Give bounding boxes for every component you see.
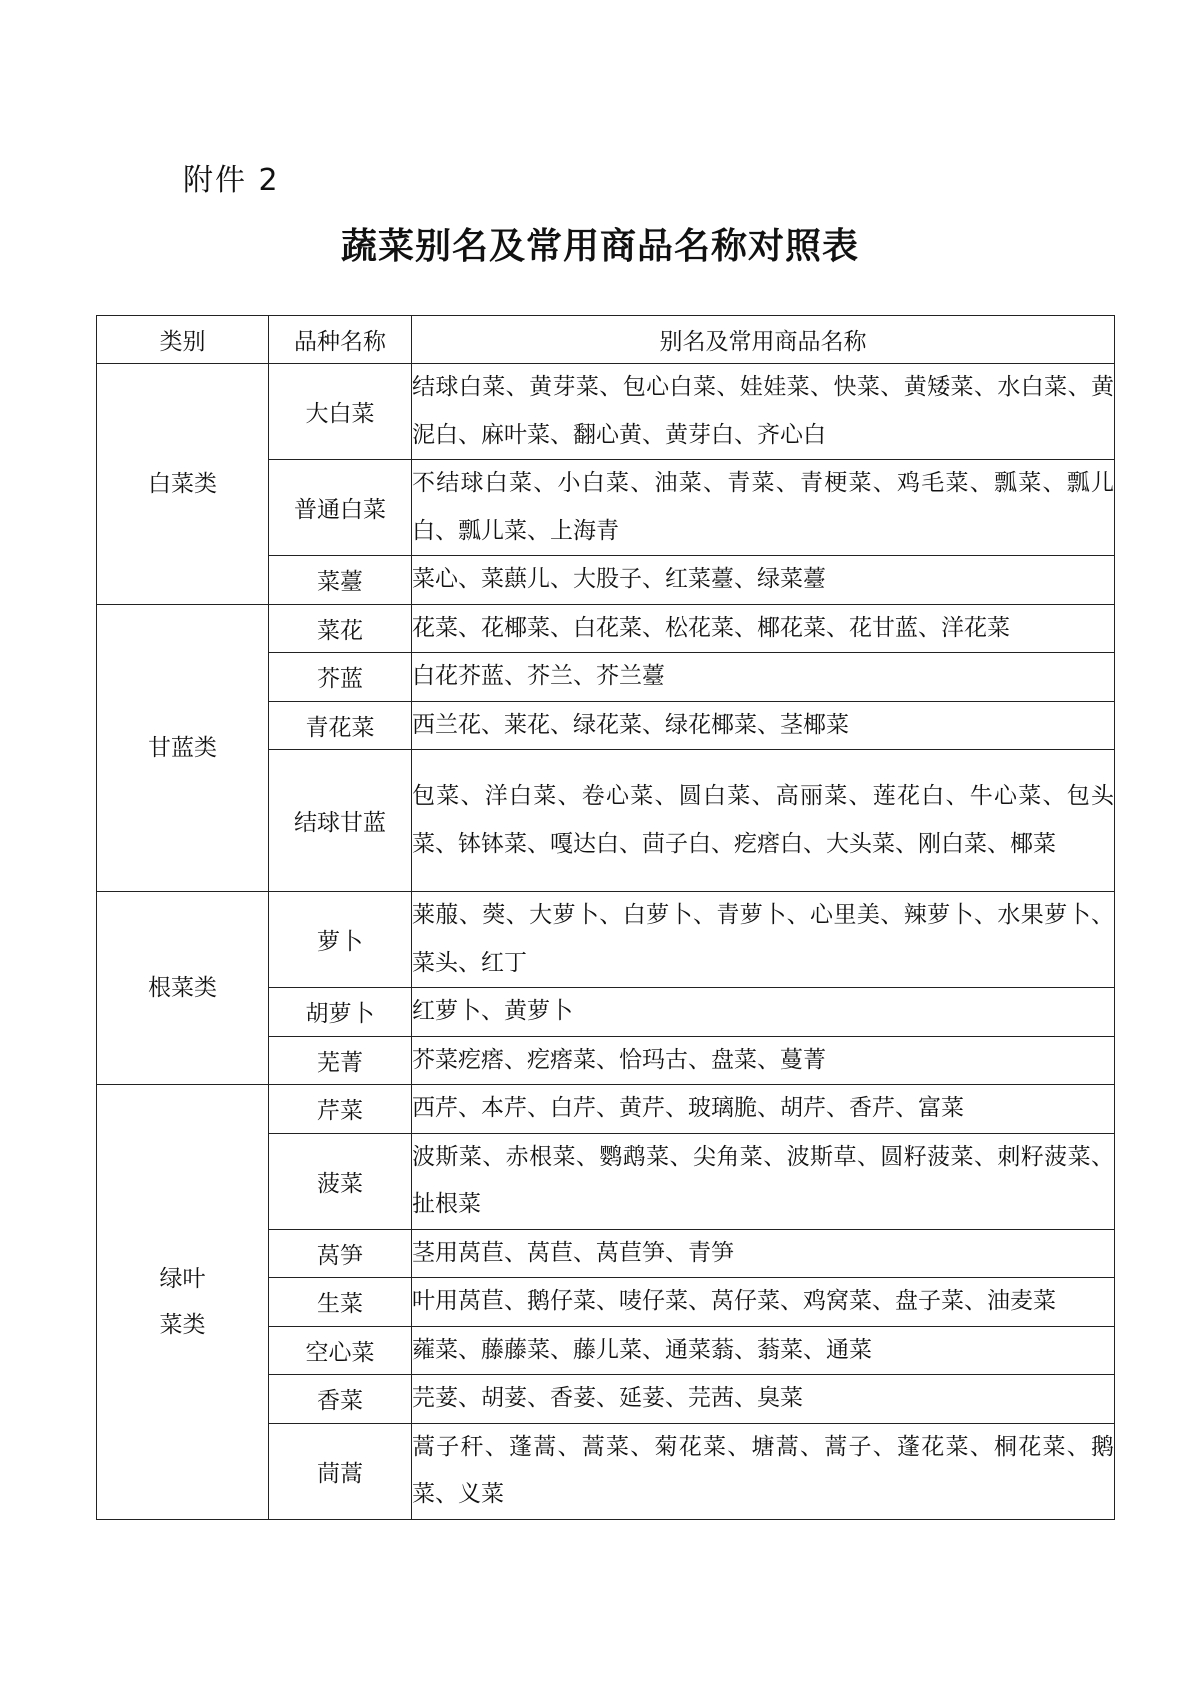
aliases-cell: 红萝卜、黄萝卜: [412, 988, 1115, 1037]
header-category: 类别: [97, 316, 269, 364]
variety-cell: 芹菜: [269, 1085, 412, 1134]
attachment-label: 附件 2: [183, 163, 280, 198]
variety-cell: 茼蒿: [269, 1423, 412, 1519]
table-row: [97, 892, 1115, 988]
variety-cell: 莴笋: [269, 1229, 412, 1278]
category-line: 菜类: [159, 1311, 206, 1338]
variety-cell: 菠菜: [269, 1133, 412, 1229]
page-title: 蔬菜别名及常用商品名称对照表: [340, 226, 859, 267]
variety-cell: 结球甘蓝: [269, 750, 412, 892]
aliases-cell: 西兰花、莱花、绿花菜、绿花椰菜、茎椰菜: [412, 701, 1115, 750]
variety-cell: 芜菁: [269, 1036, 412, 1085]
aliases-cell: 白花芥蓝、芥兰、芥兰薹: [412, 653, 1115, 702]
category-cell: 甘蓝类: [97, 604, 269, 892]
aliases-cell: 茎用莴苣、莴苣、莴苣笋、青笋: [412, 1229, 1115, 1278]
header-variety: 品种名称: [269, 316, 412, 364]
aliases-cell: 波斯菜、赤根菜、鹦鹉菜、尖角菜、波斯草、圆籽菠菜、刺籽菠菜、扯根菜: [412, 1133, 1115, 1229]
variety-cell: 芥蓝: [269, 653, 412, 702]
category-cell: 根菜类: [97, 892, 269, 1085]
header-aliases: 别名及常用商品名称: [412, 316, 1115, 364]
aliases-cell: 西芹、本芹、白芹、黄芹、玻璃脆、胡芹、香芹、富菜: [412, 1085, 1115, 1134]
vegetable-alias-table: [96, 315, 1115, 1520]
variety-cell: 普通白菜: [269, 460, 412, 556]
table-row: [97, 1085, 1115, 1134]
table-row: [97, 604, 1115, 653]
aliases-cell: 菜心、菜蕻儿、大股子、红菜薹、绿菜薹: [412, 556, 1115, 605]
variety-cell: 菜花: [269, 604, 412, 653]
variety-cell: 香菜: [269, 1375, 412, 1424]
aliases-cell: 蒿子秆、蓬蒿、蒿菜、菊花菜、塘蒿、蒿子、蓬花菜、桐花菜、鹅菜、义菜: [412, 1423, 1115, 1519]
aliases-cell: 包菜、洋白菜、卷心菜、圆白菜、高丽菜、莲花白、牛心菜、包头菜、钵钵菜、嘎达白、茴子白、疙瘩白、大头菜、刚白菜、椰菜: [412, 750, 1115, 892]
variety-cell: 生菜: [269, 1278, 412, 1327]
variety-cell: 菜薹: [269, 556, 412, 605]
aliases-cell: 结球白菜、黄芽菜、包心白菜、娃娃菜、快菜、黄矮菜、水白菜、黄泥白、麻叶菜、翻心黄、黄芽白、齐心白: [412, 364, 1115, 460]
aliases-cell: 叶用莴苣、鹅仔菜、唛仔菜、莴仔菜、鸡窝菜、盘子菜、油麦菜: [412, 1278, 1115, 1327]
variety-cell: 大白菜: [269, 364, 412, 460]
aliases-cell: 莱菔、葖、大萝卜、白萝卜、青萝卜、心里美、辣萝卜、水果萝卜、菜头、红丁: [412, 892, 1115, 988]
aliases-cell: 蕹菜、藤藤菜、藤儿菜、通菜蓊、蓊菜、通菜: [412, 1326, 1115, 1375]
aliases-cell: 不结球白菜、小白菜、油菜、青菜、青梗菜、鸡毛菜、瓢菜、瓢儿白、瓢儿菜、上海青: [412, 460, 1115, 556]
aliases-cell: 芫荽、胡荽、香荽、延荽、芫茜、臭菜: [412, 1375, 1115, 1424]
table-row: [97, 364, 1115, 460]
variety-cell: 萝卜: [269, 892, 412, 988]
variety-cell: 空心菜: [269, 1326, 412, 1375]
aliases-cell: 花菜、花椰菜、白花菜、松花菜、椰花菜、花甘蓝、洋花菜: [412, 604, 1115, 653]
variety-cell: 青花菜: [269, 701, 412, 750]
category-line: 绿叶: [159, 1265, 206, 1292]
category-cell: 白菜类: [97, 364, 269, 605]
category-cell: [97, 1085, 269, 1520]
aliases-cell: 芥菜疙瘩、疙瘩菜、恰玛古、盘菜、蔓菁: [412, 1036, 1115, 1085]
table-header-row: [97, 316, 1115, 364]
variety-cell: 胡萝卜: [269, 988, 412, 1037]
